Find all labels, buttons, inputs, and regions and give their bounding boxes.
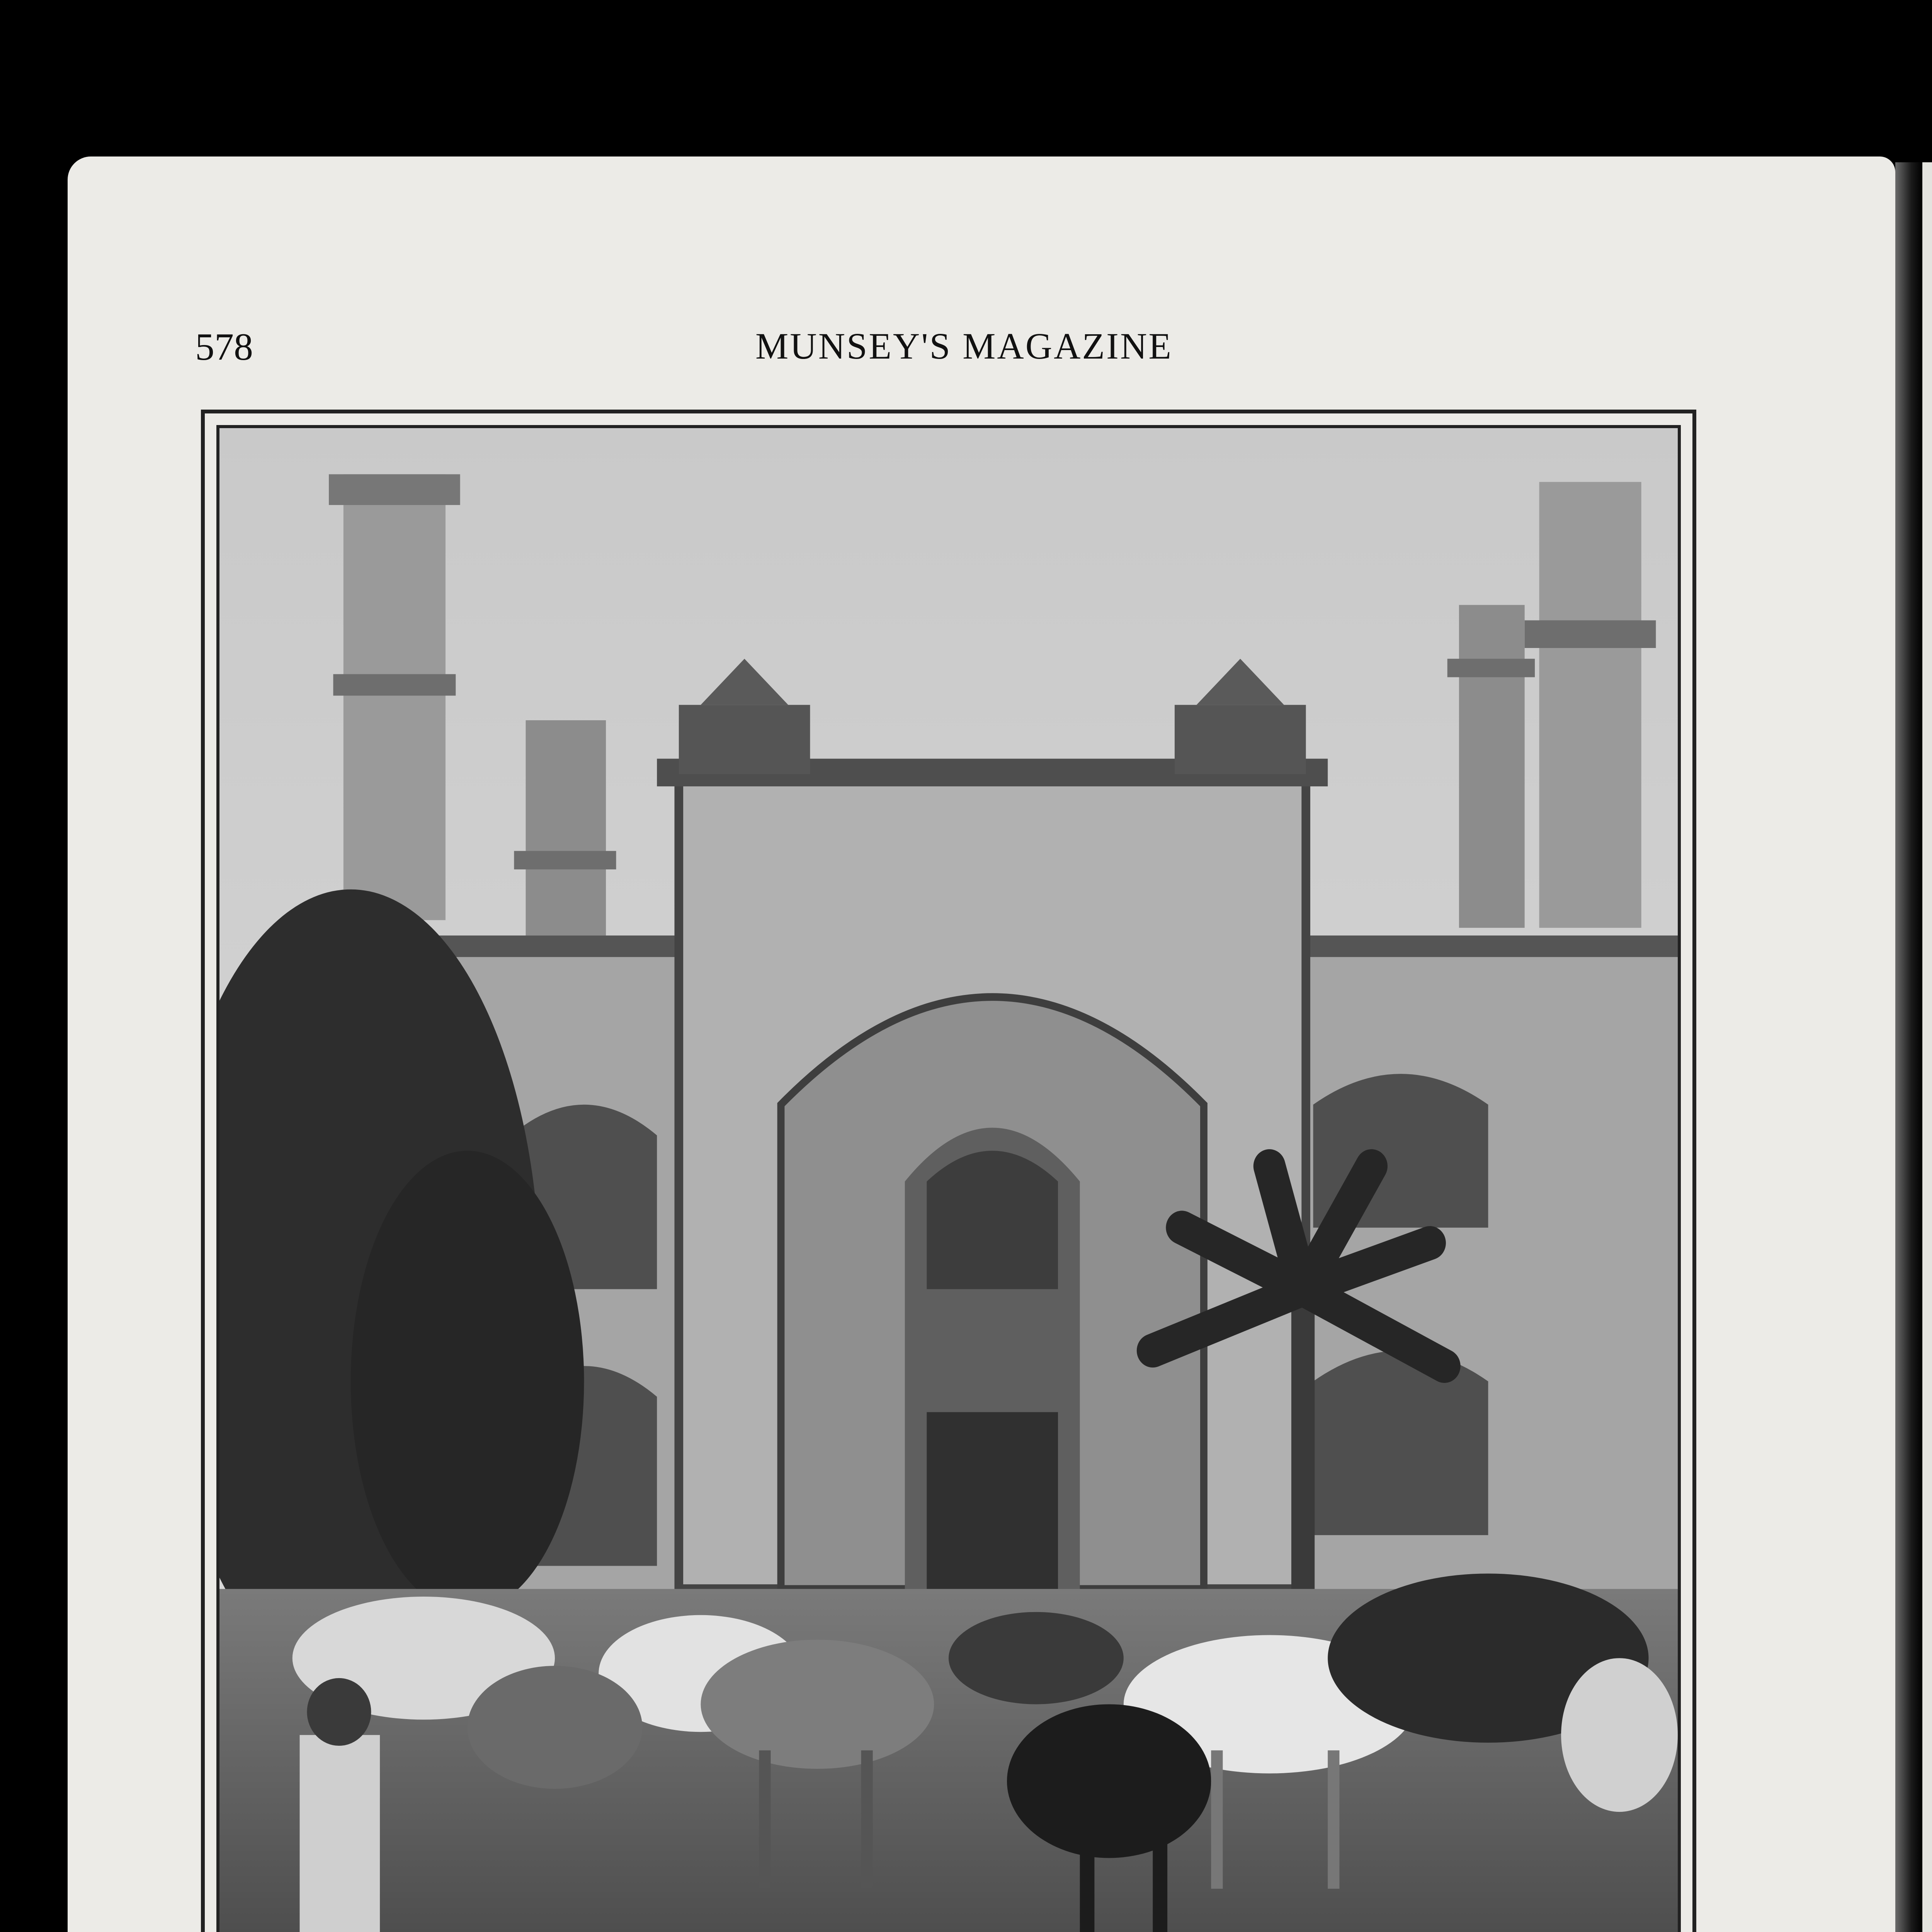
- facing-page-edge: [1922, 162, 1932, 1932]
- tomb-photograph: [216, 425, 1681, 1932]
- page-gutter: [1895, 162, 1922, 1932]
- running-head: [195, 325, 1733, 379]
- tomb-photograph-illustration: [219, 428, 1678, 1932]
- photo-plate: [201, 410, 1696, 1932]
- magazine-title: MUNSEY'S MAGAZINE: [755, 325, 1173, 367]
- page-number: 578: [195, 325, 253, 368]
